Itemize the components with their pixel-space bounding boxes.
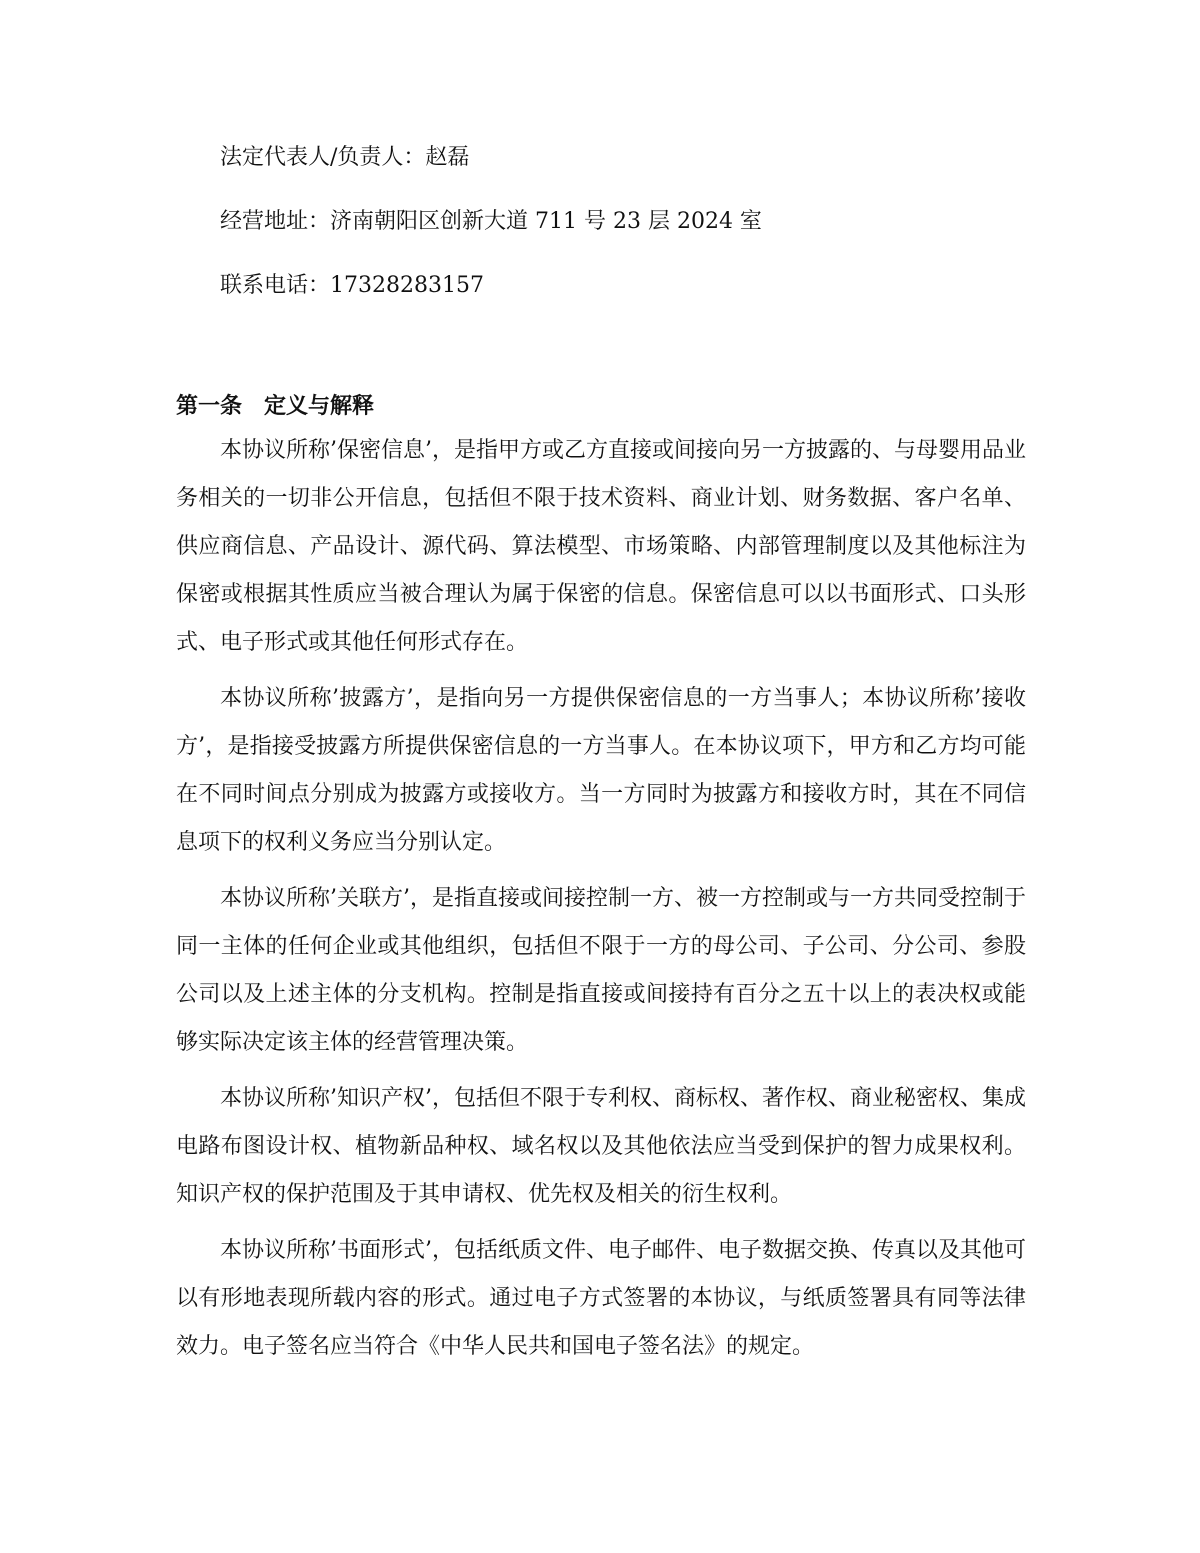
- definition-paragraph-written-form: 本协议所称’书面形式’，包括纸质文件、电子邮件、电子数据交换、传真以及其他可以有形地表现所载内容的形式。通过电子方式签署的本协议，与纸质签署具有同等法律效力。电子签名应当符合《中华人民共和国电子签名法》的规定。: [176, 1238, 1026, 1359]
- business-address-line: 经营地址：济南朝阳区创新大道 711 号 23 层 2024 室: [220, 209, 762, 234]
- legal-representative-line: 法定代表人/负责人：赵磊: [220, 145, 470, 170]
- definition-paragraph-confidential-info: 本协议所称’保密信息’，是指甲方或乙方直接或间接向另一方披露的、与母婴用品业务相关的一切非公开信息，包括但不限于技术资料、商业计划、财务数据、客户名单、供应商信息、产品设计、源代码、算法模型、市场策略、内部管理制度以及其他标注为保密或根据其性质应当被合理认为属于保密的信息。保密信息可以以书面形式、口头形式、电子形式或其他任何形式存在。: [176, 438, 1026, 655]
- article-number: 第一条: [176, 394, 243, 419]
- article-1-heading: [176, 392, 374, 422]
- definition-paragraph-discloser-recipient: 本协议所称’披露方’，是指向另一方提供保密信息的一方当事人；本协议所称’接收方’，是指接受披露方所提供保密信息的一方当事人。在本协议项下，甲方和乙方均可能在不同时间点分别成为披露方或接收方。当一方同时为披露方和接收方时，其在不同信息项下的权利义务应当分别认定。: [176, 686, 1026, 855]
- definition-paragraph-intellectual-property: 本协议所称’知识产权’，包括但不限于专利权、商标权、著作权、商业秘密权、集成电路布图设计权、植物新品种权、域名权以及其他依法应当受到保护的智力成果权利。知识产权的保护范围及于其申请权、优先权及相关的衍生权利。: [176, 1086, 1026, 1207]
- article-title: 定义与解释: [264, 394, 375, 419]
- contact-phone-line: 联系电话：17328283157: [220, 273, 484, 298]
- definition-paragraph-affiliate: 本协议所称’关联方’，是指直接或间接控制一方、被一方控制或与一方共同受控制于同一主体的任何企业或其他组织，包括但不限于一方的母公司、子公司、分公司、参股公司以及上述主体的分支机构。控制是指直接或间接持有百分之五十以上的表决权或能够实际决定该主体的经营管理决策。: [176, 886, 1026, 1055]
